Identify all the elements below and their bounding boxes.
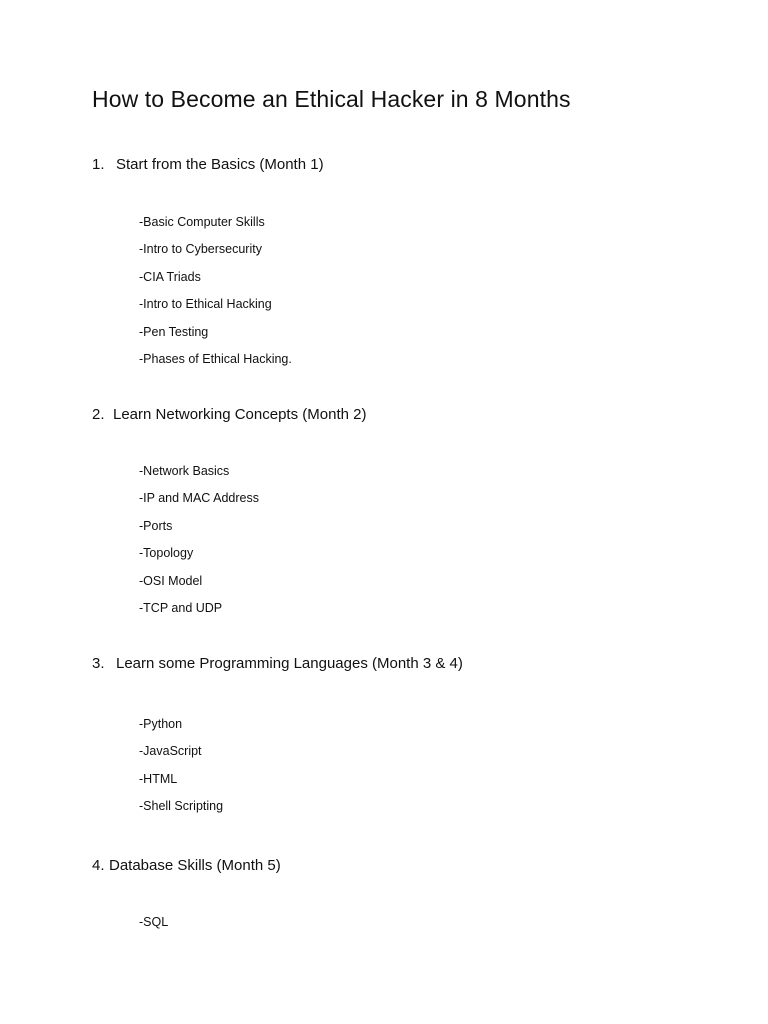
list-item: -HTML (139, 772, 178, 786)
section-heading-2 (92, 406, 366, 423)
list-item: -Python (139, 717, 183, 731)
list-item: -Basic Computer Skills (139, 215, 265, 229)
list-item: -Intro to Cybersecurity (139, 242, 262, 256)
list-item: -CIA Triads (139, 270, 201, 284)
section-heading-4 (92, 857, 281, 874)
section-title: Learn some Programming Languages (Month 3 & 4) (116, 655, 463, 672)
list-item: -TCP and UDP (139, 601, 223, 615)
list-item: -Pen Testing (139, 325, 209, 339)
list-item: -Shell Scripting (139, 799, 224, 813)
section-heading-1 (92, 156, 324, 173)
list-item: -JavaScript (139, 744, 202, 758)
section-number: 2. (92, 406, 105, 423)
list-item: -Network Basics (139, 464, 230, 478)
section-heading-3 (92, 655, 463, 672)
list-item: -Phases of Ethical Hacking. (139, 352, 292, 366)
list-item: -Topology (139, 546, 194, 560)
list-item: -SQL (139, 915, 169, 929)
list-item: -IP and MAC Address (139, 491, 259, 505)
list-item: -Intro to Ethical Hacking (139, 297, 272, 311)
section-title: Start from the Basics (Month 1) (116, 156, 324, 173)
list-item: -Ports (139, 519, 173, 533)
section-number: 3. (92, 655, 105, 672)
section-number: 4. (92, 857, 105, 874)
section-title: Learn Networking Concepts (Month 2) (113, 406, 367, 423)
list-item: -OSI Model (139, 574, 203, 588)
section-title: Database Skills (Month 5) (109, 857, 281, 874)
section-number: 1. (92, 156, 105, 173)
document-title: How to Become an Ethical Hacker in 8 Months (92, 86, 571, 112)
